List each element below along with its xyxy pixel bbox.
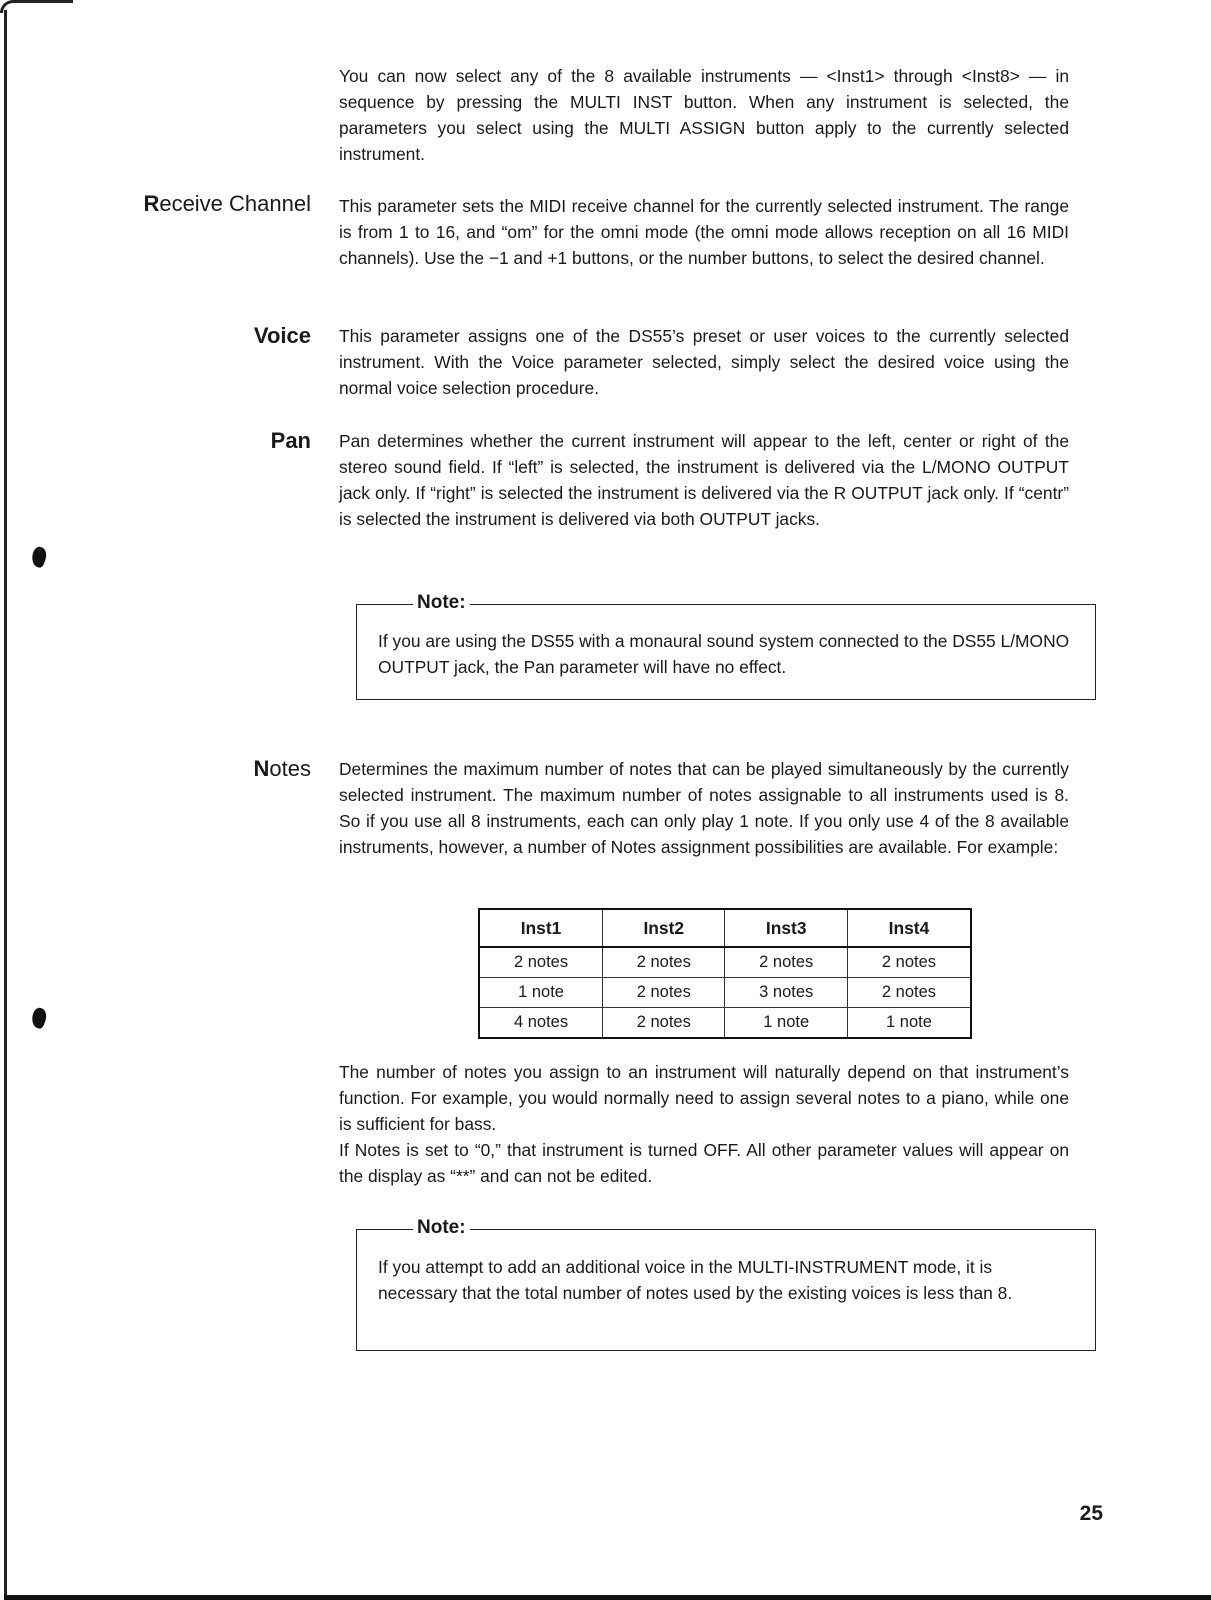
table-cell: 1 note: [847, 1008, 971, 1039]
after-table-paragraph: The number of notes you assign to an instrument will naturally depend on that instrument’s function. For example, you would normally need to assign several notes to a piano, while one is sufficient for bass.: [339, 1062, 1069, 1134]
table-row: [479, 947, 971, 978]
table-header: Inst2: [603, 909, 725, 947]
table-cell: 2 notes: [479, 947, 603, 978]
pan-text: Pan determines whether the current instrument will appear to the left, center or right of the stereo sound field. If “left” is selected, the instrument is delivered via the L/MONO OUTPUT jack only. If “right” is selected the instrument is delivered via the R OUTPUT jack only. If “centr” is selected the instrument is delivered via both OUTPUT jacks.: [339, 431, 1069, 529]
page-number: 25: [1079, 1502, 1103, 1525]
table-cell: 2 notes: [603, 1008, 725, 1039]
note-title: Note:: [413, 1215, 470, 1241]
note-text: If you attempt to add an additional voice in the MULTI-INSTRUMENT mode, it is necessary that the total number of notes used by the existing voices is less than 8.: [378, 1257, 1013, 1303]
note-box-pan: [356, 592, 1096, 700]
section-label-notes: Notes: [253, 756, 311, 781]
notes-assignment-table: [478, 908, 972, 1039]
notes-text: Determines the maximum number of notes that can be played simultaneously by the currently selected instrument. The maximum number of notes assignable to all instruments used is 8. So if you use all 8 instruments, each can only play 1 note. If you only use 4 of the 8 available instruments, however, a number of Notes assignment possibilities are available. For example:: [339, 759, 1069, 857]
table-row: [479, 1008, 971, 1039]
intro-paragraph: You can now select any of the 8 available instruments — <Inst1> through <Inst8> — in sequence by pressing the MULTI INST button. When any instrument is selected, the parameters you select using the MULTI ASSIGN button apply to the currently selected instrument.: [339, 66, 1069, 164]
table-cell: 2 notes: [847, 947, 971, 978]
punch-mark: [29, 1006, 49, 1030]
binding-edge-left: [4, 10, 7, 1595]
voice-text: This parameter assigns one of the DS55’s preset or user voices to the currently selected instrument. With the Voice parameter selected, simply select the desired voice using the normal voice selection procedure.: [339, 326, 1069, 398]
table-header: Inst4: [847, 909, 971, 947]
note-box-notes: [356, 1217, 1096, 1351]
table-cell: 3 notes: [725, 978, 847, 1008]
table-cell: 2 notes: [725, 947, 847, 978]
table-cell: 1 note: [479, 978, 603, 1008]
notes-off-paragraph: If Notes is set to “0,” that instrument is turned OFF. All other parameter values will appear on the display as “**” and can not be edited.: [339, 1140, 1069, 1186]
binding-edge-bottom: [4, 1595, 1211, 1600]
table-cell: 1 note: [725, 1008, 847, 1039]
note-title: Note:: [413, 590, 470, 616]
note-text: If you are using the DS55 with a monaural sound system connected to the DS55 L/MONO OUTPUT jack, the Pan parameter will have no effect.: [378, 631, 1070, 677]
binding-edge-top: [0, 0, 73, 13]
table-header: Inst1: [479, 909, 603, 947]
section-label-receive-channel: Receive Channel: [143, 191, 311, 216]
receive-channel-text: This parameter sets the MIDI receive channel for the currently selected instrument. The range is from 1 to 16, and “om” for the omni mode (the omni mode allows reception on all 16 MIDI channels). Use the −1 and +1 buttons, or the number buttons, to select the desired channel.: [339, 196, 1069, 268]
table-cell: 2 notes: [847, 978, 971, 1008]
table-row: [479, 978, 971, 1008]
table-cell: 2 notes: [603, 947, 725, 978]
table-cell: 4 notes: [479, 1008, 603, 1039]
punch-mark: [29, 545, 49, 569]
section-label-voice: Voice: [253, 323, 311, 348]
table-header-row: [479, 909, 971, 947]
table-cell: 2 notes: [603, 978, 725, 1008]
section-label-pan: Pan: [270, 428, 311, 453]
table-header: Inst3: [725, 909, 847, 947]
